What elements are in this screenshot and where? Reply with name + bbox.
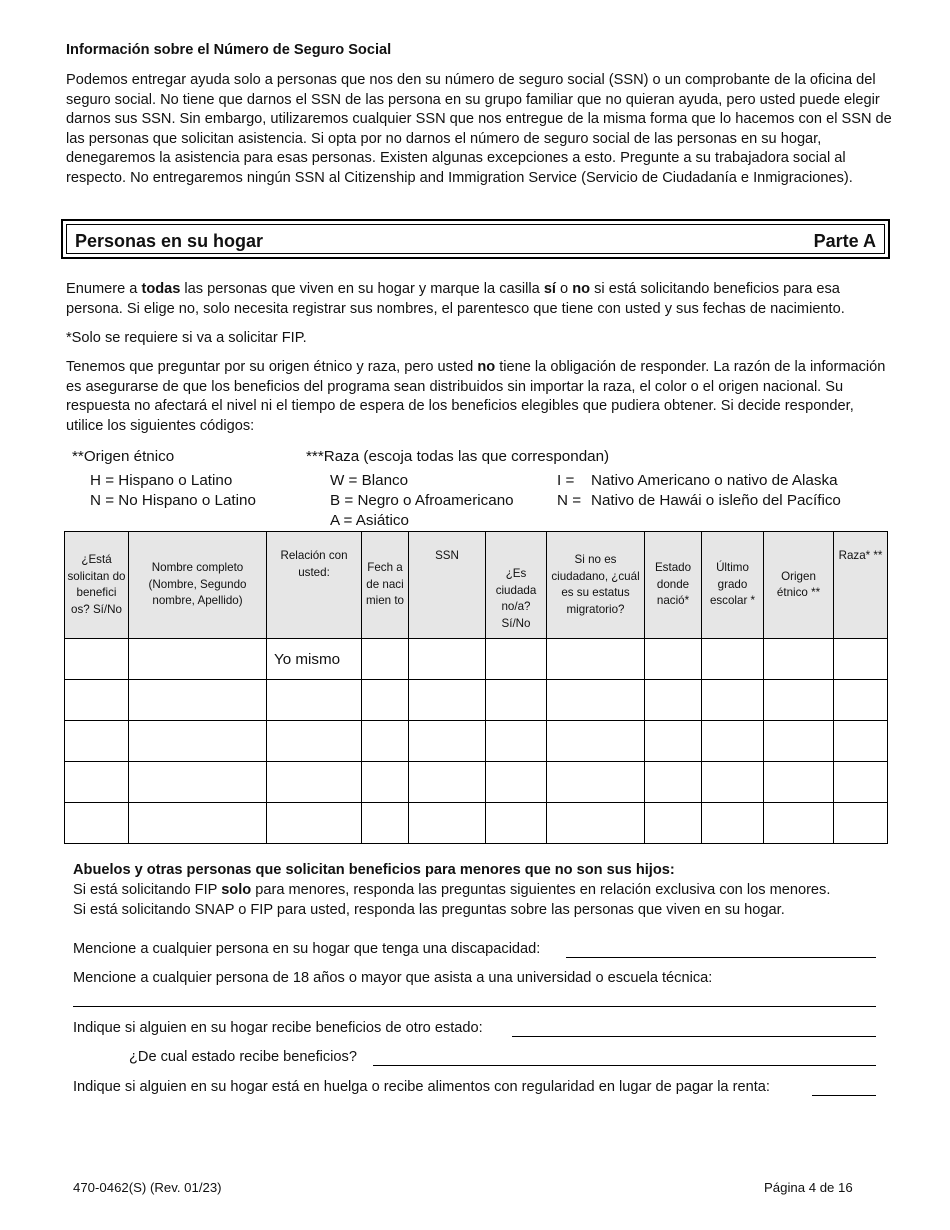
other-state-question: Indique si alguien en su hogar recibe beneficios de otro estado:: [73, 1020, 483, 1036]
cell-input[interactable]: [267, 762, 362, 803]
race-heading: ***Raza (escoja todas las que correspondan): [306, 448, 610, 465]
cell-input[interactable]: [65, 762, 129, 803]
cell-input[interactable]: [129, 680, 267, 721]
cell-input[interactable]: [547, 721, 645, 762]
form-id: 470-0462(S) (Rev. 01/23): [73, 1180, 222, 1195]
page-number: Página 4 de 16: [764, 1180, 853, 1195]
col-relation: Relación con usted:: [267, 532, 362, 639]
other-state-answer-line[interactable]: [512, 1036, 876, 1037]
cell-input[interactable]: [486, 721, 547, 762]
fip-note: *Solo se requiere si va a solicitar FIP.: [66, 330, 307, 346]
col-applying: ¿Está solicitan do benefici os? Sí/No: [65, 532, 129, 639]
race-code-b: B = Negro o Afroamericano: [330, 492, 514, 509]
part-title: Personas en su hogar: [75, 231, 264, 251]
cell-input[interactable]: [362, 680, 409, 721]
cell-input[interactable]: [702, 680, 764, 721]
cell-input[interactable]: [834, 803, 888, 844]
grandparents-fip-note: Si está solicitando FIP solo para menores, responda las preguntas siguientes en relación exclusiva con los menores.: [73, 882, 831, 898]
part-label: Parte A: [813, 231, 876, 251]
cell-input[interactable]: [362, 762, 409, 803]
grandparents-heading: Abuelos y otras personas que solicitan beneficios para menores que no son sus hijos:: [73, 862, 675, 878]
ssn-section-paragraph: Podemos entregar ayuda solo a personas que nos den su número de seguro social (SSN) o un comprobante de la oficina del seguro social. No tiene que darnos el SSN de las persona en su grupo familiar que no quieran ayuda, pero usted puede elegir darnos sus SSN. Sin embargo, utilizaremos cualquier SSN que nos entregue de la misma forma que lo hacemos con el SSN de las personas que solicitan asistencia. Si opta por no darnos el número de seguro social de las personas en su hogar, denegaremos la asistencia para esas personas. Existen algunas excepciones a esto. Pregunte a su trabajadora social al respecto. No entregaremos ningún SSN al Citizenship and Immigration Service (Servicio de Ciudadanía e Inmigraciones).: [66, 72, 892, 186]
col-ethnic-origin: Origen étnico **: [764, 532, 834, 639]
race-code-i-value: Nativo Americano o nativo de Alaska: [591, 472, 838, 489]
cell-input[interactable]: [764, 762, 834, 803]
cell-input[interactable]: [129, 721, 267, 762]
cell-input[interactable]: [764, 680, 834, 721]
col-ssn: SSN: [409, 532, 486, 639]
cell-input[interactable]: [834, 762, 888, 803]
cell-input[interactable]: [362, 803, 409, 844]
college-answer-line[interactable]: [73, 1006, 876, 1007]
disability-answer-line[interactable]: [566, 957, 876, 958]
cell-input[interactable]: [362, 639, 409, 680]
cell-input[interactable]: [267, 803, 362, 844]
enumerate-instructions: Enumere a todas las personas que viven en su hogar y marque la casilla sí o no si está solicitando beneficios para esa persona. Si elige no, solo necesita registrar sus nombres, el parentesco que tiene con usted y sus fechas de nacimiento.: [66, 281, 845, 317]
which-state-question: ¿De cual estado recibe beneficios?: [129, 1049, 357, 1065]
col-race: Raza* **: [834, 532, 888, 639]
cell-input[interactable]: [645, 721, 702, 762]
ethnic-heading: **Origen étnico: [72, 448, 175, 465]
cell-input[interactable]: [409, 639, 486, 680]
col-birth-date: Fech a de naci mien to: [362, 532, 409, 639]
table-row: [65, 762, 888, 803]
college-question: Mencione a cualquier persona de 18 años o mayor que asista a una universidad o escuela técnica:: [73, 970, 713, 986]
household-table: [64, 531, 888, 844]
strike-answer-line[interactable]: [812, 1095, 876, 1096]
cell-input[interactable]: [764, 721, 834, 762]
cell-input[interactable]: [764, 803, 834, 844]
race-code-n-value: Nativo de Hawái o isleño del Pacífico: [591, 492, 841, 509]
cell-input[interactable]: [645, 639, 702, 680]
cell-input[interactable]: [834, 680, 888, 721]
cell-input[interactable]: [702, 639, 764, 680]
table-row: [65, 680, 888, 721]
cell-input[interactable]: [267, 680, 362, 721]
table-row: [65, 639, 888, 680]
col-birth-state: Estado donde nació*: [645, 532, 702, 639]
cell-input[interactable]: [409, 721, 486, 762]
cell-input[interactable]: [486, 639, 547, 680]
cell-input[interactable]: [645, 803, 702, 844]
cell-input[interactable]: [129, 762, 267, 803]
race-code-n-key: N =: [557, 492, 582, 509]
ethnic-race-paragraph: Tenemos que preguntar por su origen étnico y raza, pero usted no tiene la obligación de responder. La razón de la información es asegurarse de que los beneficios del programa sean distribuidos sin importar la raza, el color o el origen nacional. Su respuesta no afectará el nivel ni el tiempo de espera de los beneficios elegibles que pudiera obtener. Si decide responder, utilice los siguientes códigos:: [66, 359, 886, 434]
cell-input[interactable]: [65, 639, 129, 680]
table-row: [65, 721, 888, 762]
cell-input[interactable]: [834, 639, 888, 680]
cell-input[interactable]: [129, 803, 267, 844]
cell-input[interactable]: [547, 639, 645, 680]
cell-input[interactable]: [362, 721, 409, 762]
strike-question: Indique si alguien en su hogar está en huelga o recibe alimentos con regularidad en lugar de pagar la renta:: [73, 1079, 770, 1095]
col-immigration-status: Si no es ciudadano, ¿cuál es su estatus migratorio?: [547, 532, 645, 639]
cell-input[interactable]: [702, 721, 764, 762]
ethnic-code-n: N = No Hispano o Latino: [90, 492, 256, 509]
cell-input[interactable]: [65, 680, 129, 721]
ethnic-code-h: H = Hispano o Latino: [90, 472, 233, 489]
cell-input[interactable]: [764, 639, 834, 680]
cell-input[interactable]: [129, 639, 267, 680]
cell-input[interactable]: [409, 680, 486, 721]
cell-input[interactable]: [547, 762, 645, 803]
cell-input[interactable]: [486, 762, 547, 803]
table-header-row: [65, 532, 888, 639]
cell-input[interactable]: [486, 803, 547, 844]
cell-input[interactable]: [702, 762, 764, 803]
cell-input[interactable]: [645, 680, 702, 721]
part-a-header: [61, 219, 890, 259]
col-citizen: ¿Es ciudada no/a? Sí/No: [486, 532, 547, 639]
race-code-w: W = Blanco: [330, 472, 409, 489]
cell-relation-self: Yo mismo: [267, 639, 362, 680]
cell-input[interactable]: [702, 803, 764, 844]
cell-input[interactable]: [834, 721, 888, 762]
cell-input[interactable]: [486, 680, 547, 721]
race-code-a: A = Asiático: [330, 512, 409, 529]
cell-input[interactable]: [267, 721, 362, 762]
cell-input[interactable]: [409, 803, 486, 844]
cell-input[interactable]: [645, 762, 702, 803]
disability-question: Mencione a cualquier persona en su hogar que tenga una discapacidad:: [73, 941, 541, 957]
cell-input[interactable]: [65, 721, 129, 762]
table-row: [65, 803, 888, 844]
ssn-section-heading: Información sobre el Número de Seguro Social: [66, 42, 392, 58]
cell-input[interactable]: [409, 762, 486, 803]
col-full-name: Nombre completo (Nombre, Segundo nombre, Apellido): [129, 532, 267, 639]
col-school-grade: Último grado escolar *: [702, 532, 764, 639]
cell-input[interactable]: [547, 680, 645, 721]
cell-input[interactable]: [65, 803, 129, 844]
which-state-answer-line[interactable]: [373, 1065, 876, 1066]
race-code-i-key: I =: [557, 472, 575, 489]
cell-input[interactable]: [547, 803, 645, 844]
grandparents-snap-note: Si está solicitando SNAP o FIP para usted, responda las preguntas sobre las personas que viven en su hogar.: [73, 902, 785, 918]
